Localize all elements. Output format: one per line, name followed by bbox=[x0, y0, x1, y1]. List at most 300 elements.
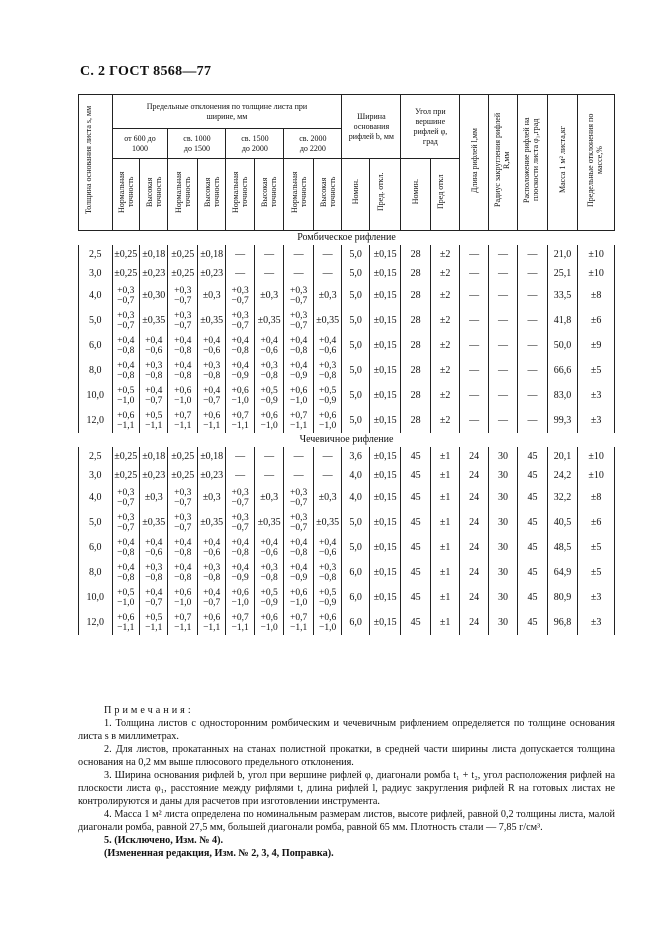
header-length: Длина рифлей l,мм bbox=[460, 95, 488, 231]
radius-cell: — bbox=[488, 358, 517, 383]
tolerance-cell: +0,3 −0,8 bbox=[313, 358, 342, 383]
tolerance-cell: ±0,3 bbox=[313, 485, 342, 510]
angle-cell: 45 bbox=[401, 510, 430, 535]
tolerance-cell: ±0,23 bbox=[140, 264, 168, 283]
angle-cell: 28 bbox=[401, 264, 430, 283]
tolerance-cell: — bbox=[313, 466, 342, 485]
tolerance-cell: +0,6 −1,0 bbox=[254, 408, 283, 433]
length-cell: — bbox=[460, 308, 488, 333]
header-radius: Радиус закругления рифлей R,мм bbox=[488, 95, 517, 231]
header-base-nominal: Номин. bbox=[342, 159, 369, 231]
tolerance-cell: +0,7 −1,1 bbox=[284, 408, 313, 433]
base-width-cell: 5,0 bbox=[342, 264, 369, 283]
tolerance-cell: ±0,35 bbox=[254, 510, 283, 535]
angle-tol-cell: ±1 bbox=[430, 510, 459, 535]
mass-cell: 99,3 bbox=[547, 408, 578, 433]
angle-tol-cell: ±1 bbox=[430, 447, 459, 466]
notes-block bbox=[78, 704, 615, 860]
length-cell: — bbox=[460, 283, 488, 308]
tolerance-cell: — bbox=[226, 245, 254, 264]
tolerance-cell: +0,4 −0,8 bbox=[226, 535, 254, 560]
tolerance-cell: ±0,23 bbox=[197, 466, 225, 485]
table-row bbox=[79, 264, 615, 283]
tolerance-cell: ±0,25 bbox=[112, 466, 139, 485]
angle-tol-cell: ±2 bbox=[430, 245, 459, 264]
note-revision: (Измененная редакция, Изм. № 2, 3, 4, Поправка). bbox=[104, 848, 334, 859]
tolerance-cell: +0,3 −0,7 bbox=[168, 510, 197, 535]
angle-tol-cell: ±1 bbox=[430, 560, 459, 585]
tolerance-table bbox=[78, 94, 615, 635]
tolerance-cell: +0,4 −0,6 bbox=[254, 535, 283, 560]
angle-cell: 28 bbox=[401, 283, 430, 308]
length-cell: 24 bbox=[460, 510, 488, 535]
radius-cell: 30 bbox=[488, 610, 517, 635]
base-width-tol-cell: ±0,15 bbox=[369, 560, 401, 585]
base-width-cell: 5,0 bbox=[342, 308, 369, 333]
notes-title: Примечания: bbox=[104, 705, 194, 716]
tolerance-cell: +0,6 −1,0 bbox=[313, 408, 342, 433]
angle-tol-cell: ±2 bbox=[430, 358, 459, 383]
section-title-row bbox=[79, 231, 615, 246]
tolerance-cell: +0,5 −1,0 bbox=[112, 383, 139, 408]
tolerance-cell: +0,3 −0,7 bbox=[284, 510, 313, 535]
angle-tol-cell: ±1 bbox=[430, 466, 459, 485]
mass-cell: 41,8 bbox=[547, 308, 578, 333]
position-cell: 45 bbox=[518, 610, 547, 635]
angle-tol-cell: ±2 bbox=[430, 283, 459, 308]
position-cell: 45 bbox=[518, 535, 547, 560]
mass-cell: 25,1 bbox=[547, 264, 578, 283]
tolerance-cell: +0,4 −0,6 bbox=[140, 333, 168, 358]
thickness-cell: 10,0 bbox=[79, 585, 113, 610]
position-cell: — bbox=[518, 283, 547, 308]
base-width-tol-cell: ±0,15 bbox=[369, 510, 401, 535]
mass-tol-cell: ±10 bbox=[578, 447, 615, 466]
position-cell: — bbox=[518, 308, 547, 333]
header-width-range-3: св. 1500 до 2000 bbox=[226, 129, 284, 159]
mass-tol-cell: ±5 bbox=[578, 358, 615, 383]
mass-tol-cell: ±3 bbox=[578, 383, 615, 408]
mass-cell: 33,5 bbox=[547, 283, 578, 308]
tolerance-cell: +0,3 −0,8 bbox=[254, 358, 283, 383]
position-cell: — bbox=[518, 264, 547, 283]
thickness-cell: 12,0 bbox=[79, 610, 113, 635]
position-cell: 45 bbox=[518, 510, 547, 535]
base-width-tol-cell: ±0,15 bbox=[369, 308, 401, 333]
header-normal-3: Нормальная точность bbox=[226, 159, 254, 231]
mass-tol-cell: ±9 bbox=[578, 333, 615, 358]
table-row bbox=[79, 383, 615, 408]
table-row bbox=[79, 610, 615, 635]
tolerance-cell: +0,5 −1,0 bbox=[112, 585, 139, 610]
radius-cell: 30 bbox=[488, 585, 517, 610]
base-width-tol-cell: ±0,15 bbox=[369, 485, 401, 510]
radius-cell: 30 bbox=[488, 485, 517, 510]
tolerance-cell: ±0,35 bbox=[313, 308, 342, 333]
tolerance-cell: +0,4 −0,6 bbox=[197, 333, 225, 358]
tolerance-cell: +0,7 −1,1 bbox=[168, 610, 197, 635]
tolerance-cell: +0,3 −0,7 bbox=[284, 283, 313, 308]
base-width-tol-cell: ±0,15 bbox=[369, 245, 401, 264]
radius-cell: 30 bbox=[488, 510, 517, 535]
tolerance-cell: ±0,25 bbox=[112, 245, 139, 264]
table-row bbox=[79, 308, 615, 333]
tolerance-cell: +0,7 −1,1 bbox=[226, 610, 254, 635]
tolerance-cell: ±0,18 bbox=[140, 447, 168, 466]
tolerance-cell: ±0,25 bbox=[168, 245, 197, 264]
table-row bbox=[79, 466, 615, 485]
base-width-cell: 5,0 bbox=[342, 535, 369, 560]
base-width-tol-cell: ±0,15 bbox=[369, 383, 401, 408]
base-width-tol-cell: ±0,15 bbox=[369, 264, 401, 283]
tolerance-cell: ±0,23 bbox=[197, 264, 225, 283]
angle-cell: 28 bbox=[401, 308, 430, 333]
table-row bbox=[79, 447, 615, 466]
angle-cell: 45 bbox=[401, 447, 430, 466]
angle-cell: 45 bbox=[401, 485, 430, 510]
radius-cell: — bbox=[488, 383, 517, 408]
tolerance-cell: ±0,18 bbox=[197, 245, 225, 264]
header-normal-4: Нормальная точность bbox=[284, 159, 313, 231]
position-cell: 45 bbox=[518, 447, 547, 466]
angle-cell: 28 bbox=[401, 358, 430, 383]
position-cell: — bbox=[518, 245, 547, 264]
tolerance-cell: — bbox=[254, 466, 283, 485]
angle-cell: 45 bbox=[401, 585, 430, 610]
mass-tol-cell: ±10 bbox=[578, 245, 615, 264]
tolerance-cell: — bbox=[254, 447, 283, 466]
tolerance-cell: ±0,25 bbox=[168, 447, 197, 466]
mass-cell: 32,2 bbox=[547, 485, 578, 510]
base-width-tol-cell: ±0,15 bbox=[369, 610, 401, 635]
header-high-4: Высокая точность bbox=[313, 159, 342, 231]
tolerance-cell: +0,5 −1,1 bbox=[140, 408, 168, 433]
tolerance-cell: — bbox=[226, 447, 254, 466]
position-cell: 45 bbox=[518, 560, 547, 585]
length-cell: 24 bbox=[460, 585, 488, 610]
tolerance-cell: +0,5 −0,9 bbox=[254, 383, 283, 408]
tolerance-cell: +0,6 −1,0 bbox=[284, 383, 313, 408]
length-cell: — bbox=[460, 333, 488, 358]
tolerance-cell: +0,4 −0,8 bbox=[284, 535, 313, 560]
length-cell: — bbox=[460, 245, 488, 264]
length-cell: — bbox=[460, 408, 488, 433]
thickness-cell: 5,0 bbox=[79, 510, 113, 535]
position-cell: — bbox=[518, 333, 547, 358]
table-row bbox=[79, 560, 615, 585]
tolerance-cell: +0,3 −0,7 bbox=[284, 485, 313, 510]
header-high-2: Высокая точность bbox=[197, 159, 225, 231]
base-width-cell: 3,6 bbox=[342, 447, 369, 466]
radius-cell: 30 bbox=[488, 535, 517, 560]
radius-cell: — bbox=[488, 408, 517, 433]
tolerance-cell: ±0,25 bbox=[168, 466, 197, 485]
thickness-cell: 3,0 bbox=[79, 264, 113, 283]
tolerance-cell: +0,4 −0,9 bbox=[226, 358, 254, 383]
table-row bbox=[79, 510, 615, 535]
tolerance-cell: +0,4 −0,8 bbox=[112, 333, 139, 358]
tolerance-cell: — bbox=[254, 245, 283, 264]
header-position: Расположение рифлей на плоскости листа φ₁,град bbox=[518, 95, 547, 231]
mass-tol-cell: ±6 bbox=[578, 308, 615, 333]
mass-tol-cell: ±8 bbox=[578, 283, 615, 308]
tolerance-cell: — bbox=[254, 264, 283, 283]
base-width-tol-cell: ±0,15 bbox=[369, 333, 401, 358]
mass-cell: 20,1 bbox=[547, 447, 578, 466]
base-width-cell: 6,0 bbox=[342, 560, 369, 585]
radius-cell: 30 bbox=[488, 560, 517, 585]
base-width-tol-cell: ±0,15 bbox=[369, 447, 401, 466]
mass-cell: 48,5 bbox=[547, 535, 578, 560]
mass-cell: 80,9 bbox=[547, 585, 578, 610]
radius-cell: — bbox=[488, 283, 517, 308]
radius-cell: 30 bbox=[488, 447, 517, 466]
tolerance-cell: ±0,35 bbox=[197, 510, 225, 535]
mass-tol-cell: ±3 bbox=[578, 585, 615, 610]
tolerance-cell: — bbox=[313, 447, 342, 466]
mass-cell: 40,5 bbox=[547, 510, 578, 535]
table-body bbox=[79, 231, 615, 636]
angle-tol-cell: ±1 bbox=[430, 485, 459, 510]
header-width-range-4: св. 2000 до 2200 bbox=[284, 129, 342, 159]
table-row bbox=[79, 245, 615, 264]
angle-cell: 45 bbox=[401, 466, 430, 485]
base-width-tol-cell: ±0,15 bbox=[369, 535, 401, 560]
tolerance-cell: +0,3 −0,7 bbox=[112, 308, 139, 333]
mass-tol-cell: ±8 bbox=[578, 485, 615, 510]
tolerance-cell: +0,6 −1,0 bbox=[284, 585, 313, 610]
base-width-cell: 6,0 bbox=[342, 585, 369, 610]
tolerance-cell: ±0,35 bbox=[140, 510, 168, 535]
header-normal-2: Нормальная точность bbox=[168, 159, 197, 231]
tolerance-cell: ±0,18 bbox=[197, 447, 225, 466]
length-cell: — bbox=[460, 358, 488, 383]
tolerance-cell: +0,3 −0,7 bbox=[168, 283, 197, 308]
tolerance-cell: +0,3 −0,7 bbox=[226, 283, 254, 308]
base-width-cell: 6,0 bbox=[342, 610, 369, 635]
angle-tol-cell: ±1 bbox=[430, 535, 459, 560]
base-width-cell: 5,0 bbox=[342, 245, 369, 264]
tolerance-cell: ±0,23 bbox=[140, 466, 168, 485]
thickness-cell: 2,5 bbox=[79, 447, 113, 466]
mass-cell: 64,9 bbox=[547, 560, 578, 585]
header-high-1: Высокая точность bbox=[140, 159, 168, 231]
base-width-cell: 5,0 bbox=[342, 408, 369, 433]
table-row bbox=[79, 485, 615, 510]
thickness-cell: 5,0 bbox=[79, 308, 113, 333]
tolerance-cell: +0,4 −0,8 bbox=[112, 560, 139, 585]
thickness-cell: 8,0 bbox=[79, 560, 113, 585]
tolerance-cell: +0,4 −0,9 bbox=[226, 560, 254, 585]
base-width-tol-cell: ±0,15 bbox=[369, 466, 401, 485]
base-width-cell: 5,0 bbox=[342, 510, 369, 535]
tolerance-cell: +0,4 −0,9 bbox=[284, 560, 313, 585]
tolerance-cell: ±0,35 bbox=[197, 308, 225, 333]
header-group-title: Предельные отклонения по толщине листа при ширине, мм bbox=[112, 95, 342, 129]
tolerance-cell: +0,3 −0,7 bbox=[112, 485, 139, 510]
tolerance-cell: +0,6 −1,1 bbox=[112, 610, 139, 635]
tolerance-cell: +0,4 −0,6 bbox=[197, 535, 225, 560]
tolerance-cell: ±0,35 bbox=[254, 308, 283, 333]
tolerance-cell: +0,4 −0,6 bbox=[140, 535, 168, 560]
angle-cell: 28 bbox=[401, 408, 430, 433]
tolerance-cell: +0,7 −1,1 bbox=[168, 408, 197, 433]
base-width-cell: 5,0 bbox=[342, 358, 369, 383]
tolerance-cell: +0,4 −0,7 bbox=[140, 585, 168, 610]
note-1: 1. Толщина листов с односторонним ромбическим и чечевичным рифлением определяется по толщине основания листа s в миллиметрах. bbox=[78, 718, 615, 742]
tolerance-cell: +0,4 −0,9 bbox=[284, 358, 313, 383]
tolerance-cell: ±0,3 bbox=[254, 283, 283, 308]
tolerance-cell: ±0,30 bbox=[140, 283, 168, 308]
length-cell: 24 bbox=[460, 466, 488, 485]
mass-cell: 96,8 bbox=[547, 610, 578, 635]
tolerance-cell: +0,6 −1,0 bbox=[168, 383, 197, 408]
tolerance-cell: — bbox=[284, 245, 313, 264]
tolerance-cell: +0,4 −0,7 bbox=[197, 585, 225, 610]
mass-tol-cell: ±10 bbox=[578, 466, 615, 485]
table-row bbox=[79, 358, 615, 383]
radius-cell: — bbox=[488, 264, 517, 283]
page-header: С. 2 ГОСТ 8568—77 bbox=[80, 64, 212, 79]
angle-tol-cell: ±1 bbox=[430, 610, 459, 635]
tolerance-cell: ±0,3 bbox=[197, 283, 225, 308]
header-width-range-1: от 600 до 1000 bbox=[112, 129, 168, 159]
position-cell: 45 bbox=[518, 585, 547, 610]
thickness-cell: 4,0 bbox=[79, 485, 113, 510]
tolerance-cell: +0,4 −0,6 bbox=[254, 333, 283, 358]
mass-cell: 66,6 bbox=[547, 358, 578, 383]
header-angle-nominal: Номин. bbox=[401, 159, 430, 231]
mass-cell: 50,0 bbox=[547, 333, 578, 358]
tolerance-cell: ±0,3 bbox=[254, 485, 283, 510]
table-row bbox=[79, 283, 615, 308]
tolerance-cell: +0,6 −1,0 bbox=[313, 610, 342, 635]
base-width-tol-cell: ±0,15 bbox=[369, 585, 401, 610]
tolerance-cell: ±0,18 bbox=[140, 245, 168, 264]
tolerance-cell: +0,4 −0,8 bbox=[168, 535, 197, 560]
tolerance-cell: +0,3 −0,7 bbox=[168, 485, 197, 510]
thickness-cell: 6,0 bbox=[79, 333, 113, 358]
header-high-3: Высокая точность bbox=[254, 159, 283, 231]
position-cell: 45 bbox=[518, 485, 547, 510]
tolerance-cell: ±0,35 bbox=[313, 510, 342, 535]
mass-tol-cell: ±3 bbox=[578, 408, 615, 433]
tolerance-cell: — bbox=[284, 466, 313, 485]
base-width-cell: 5,0 bbox=[342, 283, 369, 308]
thickness-cell: 6,0 bbox=[79, 535, 113, 560]
tolerance-cell: +0,3 −0,7 bbox=[226, 308, 254, 333]
base-width-tol-cell: ±0,15 bbox=[369, 358, 401, 383]
tolerance-cell: +0,3 −0,8 bbox=[197, 358, 225, 383]
tolerance-cell: ±0,25 bbox=[112, 447, 139, 466]
tolerance-cell: ±0,25 bbox=[112, 264, 139, 283]
position-cell: — bbox=[518, 383, 547, 408]
tolerance-cell: +0,4 −0,7 bbox=[140, 383, 168, 408]
section-title: Чечевичное рифление bbox=[299, 434, 394, 445]
tolerance-cell: +0,6 −1,0 bbox=[254, 610, 283, 635]
tolerance-cell: — bbox=[284, 447, 313, 466]
tolerance-cell: +0,3 −0,8 bbox=[197, 560, 225, 585]
mass-tol-cell: ±10 bbox=[578, 264, 615, 283]
tolerance-cell: +0,3 −0,8 bbox=[140, 358, 168, 383]
header-normal-1: Нормальная точность bbox=[112, 159, 139, 231]
angle-tol-cell: ±1 bbox=[430, 585, 459, 610]
tolerance-cell: +0,6 −1,0 bbox=[226, 585, 254, 610]
table-row bbox=[79, 333, 615, 358]
angle-tol-cell: ±2 bbox=[430, 264, 459, 283]
angle-tol-cell: ±2 bbox=[430, 408, 459, 433]
tolerance-cell: +0,4 −0,8 bbox=[112, 358, 139, 383]
tolerance-cell: +0,4 −0,6 bbox=[313, 333, 342, 358]
tolerance-cell: +0,3 −0,7 bbox=[112, 510, 139, 535]
tolerance-cell: +0,4 −0,8 bbox=[168, 560, 197, 585]
header-mass: Масса 1 м² листа,кг bbox=[547, 95, 578, 231]
position-cell: 45 bbox=[518, 466, 547, 485]
header-angle: Угол при вершине рифлей φ, град bbox=[401, 95, 460, 159]
angle-cell: 45 bbox=[401, 535, 430, 560]
length-cell: 24 bbox=[460, 447, 488, 466]
tolerance-cell: +0,3 −0,8 bbox=[313, 560, 342, 585]
table-row bbox=[79, 535, 615, 560]
length-cell: — bbox=[460, 383, 488, 408]
mass-cell: 24,2 bbox=[547, 466, 578, 485]
tolerance-cell: ±0,3 bbox=[197, 485, 225, 510]
tolerance-cell: +0,4 −0,8 bbox=[112, 535, 139, 560]
thickness-cell: 2,5 bbox=[79, 245, 113, 264]
tolerance-cell: +0,6 −1,1 bbox=[112, 408, 139, 433]
mass-cell: 83,0 bbox=[547, 383, 578, 408]
tolerance-cell: ±0,25 bbox=[168, 264, 197, 283]
length-cell: 24 bbox=[460, 535, 488, 560]
tolerance-cell: — bbox=[226, 264, 254, 283]
mass-tol-cell: ±6 bbox=[578, 510, 615, 535]
note-5: 5. (Исключено, Изм. № 4). bbox=[104, 835, 224, 846]
section-title-row bbox=[79, 433, 615, 447]
angle-tol-cell: ±2 bbox=[430, 383, 459, 408]
tolerance-cell: — bbox=[313, 245, 342, 264]
angle-cell: 28 bbox=[401, 333, 430, 358]
angle-cell: 28 bbox=[401, 245, 430, 264]
thickness-cell: 8,0 bbox=[79, 358, 113, 383]
radius-cell: 30 bbox=[488, 466, 517, 485]
base-width-cell: 4,0 bbox=[342, 485, 369, 510]
header-angle-tol: Пред откл bbox=[430, 159, 459, 231]
angle-cell: 45 bbox=[401, 610, 430, 635]
tolerance-cell: +0,4 −0,8 bbox=[284, 333, 313, 358]
tolerance-cell: +0,6 −1,1 bbox=[197, 610, 225, 635]
tolerance-cell: +0,6 −1,1 bbox=[197, 408, 225, 433]
tolerance-cell: +0,3 −0,7 bbox=[226, 510, 254, 535]
header-thickness: Толщина основания листа s, мм bbox=[79, 95, 113, 231]
tolerance-cell: +0,5 −0,9 bbox=[254, 585, 283, 610]
tolerance-cell: +0,6 −1,0 bbox=[168, 585, 197, 610]
tolerance-cell: +0,5 −0,9 bbox=[313, 383, 342, 408]
thickness-cell: 12,0 bbox=[79, 408, 113, 433]
tolerance-cell: +0,7 −1,1 bbox=[226, 408, 254, 433]
tolerance-cell: +0,3 −0,7 bbox=[226, 485, 254, 510]
section-title: Ромбическое рифление bbox=[297, 232, 396, 243]
tolerance-cell: +0,4 −0,8 bbox=[226, 333, 254, 358]
header-mass-tol: Предельные отклонения по массе,% bbox=[578, 95, 615, 231]
length-cell: — bbox=[460, 264, 488, 283]
angle-cell: 45 bbox=[401, 560, 430, 585]
tolerance-cell: — bbox=[226, 466, 254, 485]
note-2: 2. Для листов, прокатанных на станах полистной прокатки, в средней части ширины листа допускается толщина основания на 0,2 мм выше плюсового предельного отклонения. bbox=[78, 744, 615, 768]
angle-tol-cell: ±2 bbox=[430, 308, 459, 333]
table-header bbox=[79, 95, 615, 231]
tolerance-cell: +0,3 −0,8 bbox=[254, 560, 283, 585]
tolerance-cell: +0,6 −1,0 bbox=[226, 383, 254, 408]
